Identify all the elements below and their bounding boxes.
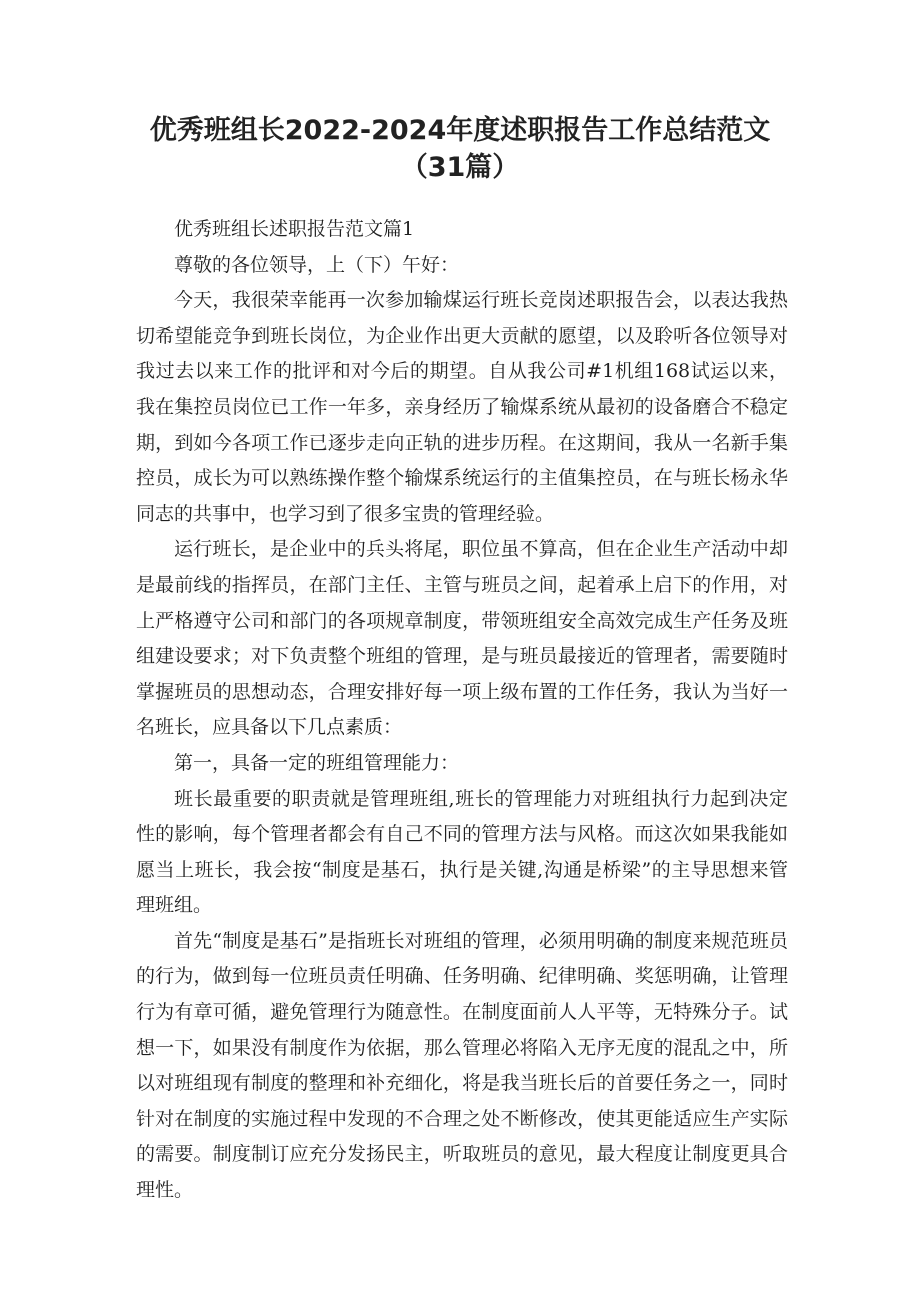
paragraph-role: 运行班长，是企业中的兵头将尾，职位虽不算高，但在企业生产活动中却是最前线的指挥员，在部门主任、主管与班员之间，起着承上启下的作用，对上严格遵守公司和部门的各项规章制度，带领班组安全高效完成生产任务及班组建设要求；对下负责整个班组的管理，是与班员最接近的管理者，需要随时掌握班员的思想动态，合理安排好每一项上级布置的工作任务，我认为当好一名班长，应具备以下几点素质： (136, 538, 788, 739)
document-title (100, 112, 820, 186)
section-heading: 优秀班组长述职报告范文篇1 (174, 218, 415, 240)
title-line-count: （31篇） (400, 152, 520, 183)
salutation: 尊敬的各位领导，上（下）午好： (174, 253, 460, 276)
paragraph-management: 班长最重要的职责就是管理班组,班长的管理能力对班组执行力起到决定性的影响，每个管理者都会有自己不同的管理方法与风格。而这次如果我能如愿当上班长，我会按“制度是基石，执行是关键,沟通是桥梁”的主导思想来管理班组。 (136, 787, 788, 917)
paragraph-rules: 首先“制度是基石”是指班长对班组的管理，必须用明确的制度来规范班员的行为，做到每一位班员责任明确、任务明确、纪律明确、奖惩明确，让管理行为有章可循，避免管理行为随意性。在制度面前人人平等，无特殊分子。试想一下，如果没有制度作为依据，那么管理必将陷入无序无度的混乱之中，所以对班组现有制度的整理和补充细化，将是我当班长后的首要任务之一，同时针对在制度的实施过程中发现的不合理之处不断修改，使其更能适应生产实际的需要。制度制订应充分发扬民主，听取班员的意见，最大程度让制度更具合理性。 (136, 929, 788, 1202)
paragraph-intro: 今天，我很荣幸能再一次参加输煤运行班长竞岗述职报告会，以表达我热切希望能竞争到班长岗位，为企业作出更大贡献的愿望，以及聆听各位领导对我过去以来工作的批评和对今后的期望。自从我公司#1机组168试运以来，我在集控员岗位已工作一年多，亲身经历了输煤系统从最初的设备磨合不稳定期，到如今各项工作已逐步走向正轨的进步历程。在这期间，我从一名新手集控员，成长为可以熟练操作整个输煤系统运行的主值集控员，在与班长杨永华同志的共事中，也学习到了很多宝贵的管理经验。 (136, 289, 788, 525)
document-body (136, 212, 788, 1209)
point-heading-first: 第一，具备一定的班组管理能力： (174, 751, 460, 774)
title-line-main: 优秀班组长2022-2024年度述职报告工作总结范文 (149, 115, 771, 146)
